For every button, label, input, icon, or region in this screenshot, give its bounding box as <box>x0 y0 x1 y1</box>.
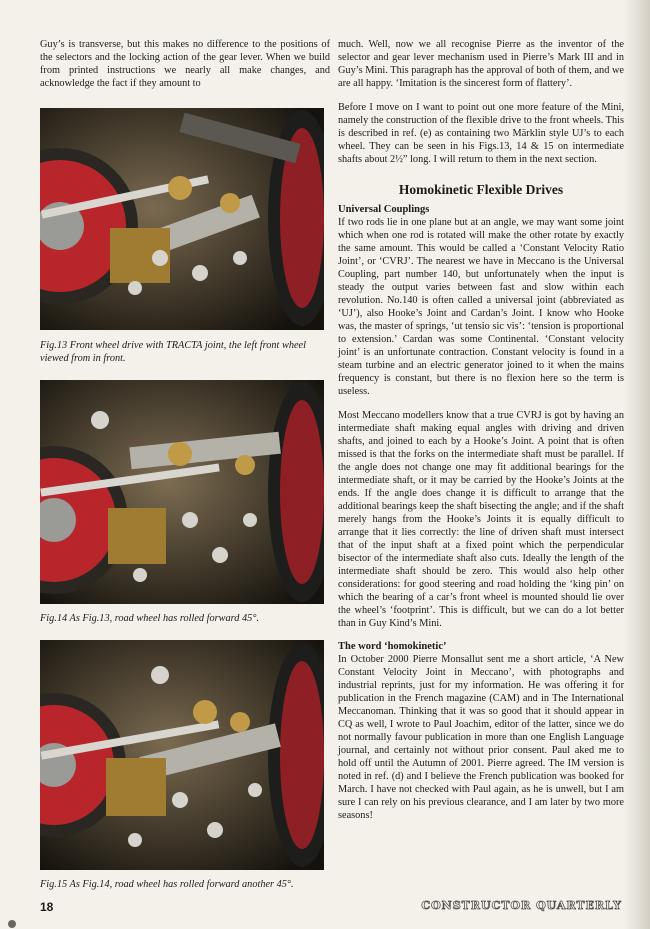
meccano-mechanism-image <box>40 640 324 870</box>
section-title: Homokinetic Flexible Drives <box>398 182 564 197</box>
page-number: 18 <box>40 900 54 914</box>
figure-13-photo <box>40 108 324 330</box>
right-paragraph-1: much. Well, now we all recognise Pierre as the inventor of the selector and gear lever mechanism used in Pierre’s Mark III and in Guy’s Mini. This paragraph has the approval of both of them, and we are all happy. ‘Imitation is the sincerest form of flattery’. <box>338 39 624 89</box>
figure-14-caption: Fig.14 As Fig.13, road wheel has rolled forward 45°. <box>40 613 260 624</box>
meccano-mechanism-image <box>40 380 324 604</box>
subheading-universal-couplings: Universal Couplings <box>338 204 430 215</box>
figure-13-caption: Fig.13 Front wheel drive with TRACTA joint, the left front wheel viewed from in front. <box>40 340 306 364</box>
figure-15-caption: Fig.15 As Fig.14, road wheel has rolled forward another 45°. <box>40 879 294 890</box>
page-edge-shadow <box>624 0 650 929</box>
left-column <box>40 38 330 90</box>
subheading-homokinetic: The word ‘homokinetic’ <box>338 641 447 652</box>
corner-dot <box>8 920 16 928</box>
figure-15-photo <box>40 640 324 870</box>
figure-14-photo <box>40 380 324 604</box>
right-paragraph-2: Before I move on I want to point out one more feature of the Mini, namely the construction of the flexible drive to the front wheels. This is described in ref. (e) as containing two Märklin style UJ’s to each wheel. They can be seen in his Figs.13, 14 & 15 on intermediate shafts about 2½” long. I will return to them in the next section. <box>338 102 624 165</box>
universal-couplings-paragraph-2: Most Meccano modellers know that a true CVRJ is got by having an intermediate shaft making equal angles with driving and driven shafts, and joined to each by a Hooke’s Joint. A point that is often missed is that the forks on the intermediate shaft must be parallel. If the angle does not change one may fit additional bearings for the intermediate shaft, or it may be carried by the Hooke’s Joints at the ends. If the angle does change it is difficult to arrange that the additional bearings keep the shaft bisecting the angle; and if the shaft merely hangs from the Hooke’s Joints it is equally difficult to arrange that it lies correctly: the line of driven shaft must intersect that of the input shaft at a fixed point which the perpendicular bisector of the intermediate shaft also cuts. Ideally the length of the intermediate shaft should be zero. This would also help other considerations: for good steering and road holding the ‘king pin’ on which the bearing of a car’s front wheel is mounted should lie over the wheel’s ‘footprint’. This is difficult, but we can do a lot better than in Guy Kind’s Mini. <box>338 410 624 629</box>
right-column <box>338 38 624 822</box>
left-intro-paragraph: Guy’s is transverse, but this makes no difference to the positions of the selectors and the locking action of the gear lever. When we build from printed instructions we nearly all make changes, and acknowledge the fact if they amount to <box>40 39 330 89</box>
universal-couplings-paragraph-1: If two rods lie in one plane but at an angle, we may want some joint which when one rod is rotated will make the other rotate by exactly the same amount. This would be called a ‘Constant Velocity Ratio Joint’, or ‘CVRJ’. The nearest we have in Meccano is the Universal Coupling, part number 140, but unfortunately when the input is steady the output varies between fast and slow within each revolution. No.140 is often called a universal joint (abbreviated as ‘UJ’), also Hooke’s Joint and Cardan’s Joint. I know who Hooke was, the master of springs, ‘ut tensio sic vis’: ‘tension is proportional to extension.’ Cardan was some Continental. ‘Constant velocity joint’ is an unfortunate contraction. Constant velocity is found in a steam turbine and an electric generator joined to it when the mains frequency is constant, but there is no flexion here so the term is useless. <box>338 217 624 397</box>
magazine-name: CONSTRUCTOR QUARTERLY <box>421 899 622 912</box>
homokinetic-paragraph: In October 2000 Pierre Monsallut sent me a short article, ‘A New Constant Velocity Joint in Meccano’, with photographs and industrial reprints, just for my information. He was offering it for publication in the French magazine (CAM) and in The International Meccanoman. Thinking that it was so good that it should appear in CQ as well, I wrote to Paul Joachim, editor of the latter, since we do not normally favour publication in more than one English Language journal, and certainly not without prior consent. Paul aked me to hold off until the Autumn of 2001. Pierre agreed. The IM version is noted in ref. (d) and I believe the French publication was booked for March. I have not checked with Paul again, as he is unwell, but I am sure I can rely on his previous clearance, and I am later by two more seasons! <box>338 654 624 821</box>
meccano-mechanism-image <box>40 108 324 330</box>
